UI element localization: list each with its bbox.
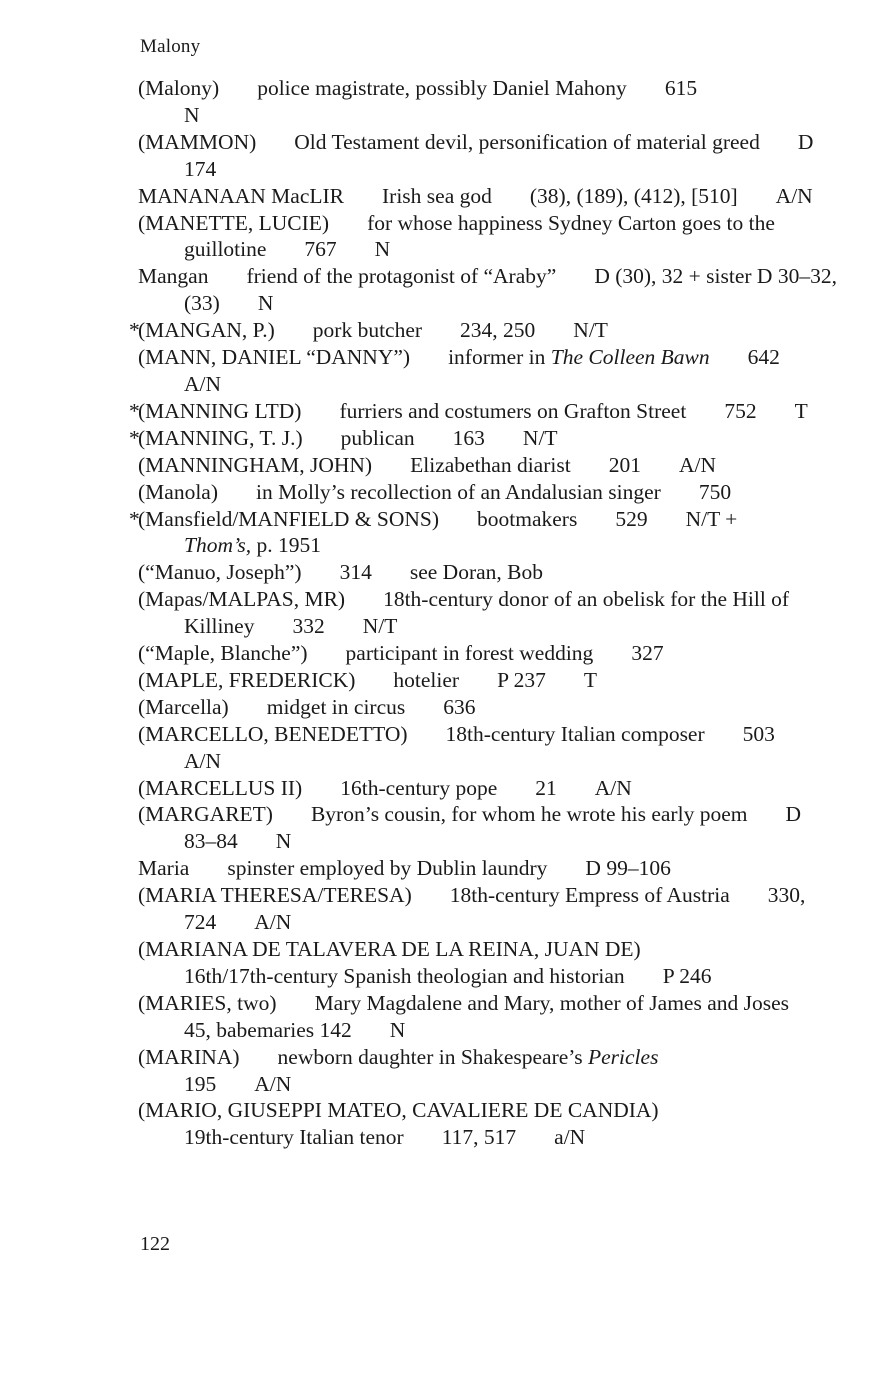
entry-code: N/T — [362, 614, 398, 639]
index-entry — [138, 855, 838, 882]
entry-headword: (MARGARET) — [138, 802, 273, 827]
entry-title-italic: The Colleen Bawn — [550, 345, 710, 370]
entry-headword: (Marcella) — [138, 694, 229, 719]
entry-references: 327 — [631, 641, 664, 666]
entry-headword: MANANAAN MacLIR — [138, 183, 345, 208]
entry-code: N/T — [522, 425, 558, 450]
entry-source-italic: Thom’s, — [184, 533, 252, 558]
entry-references: 45, babemaries 142 — [184, 1017, 352, 1042]
entry-headword: (Malony) — [138, 76, 220, 100]
index-entry — [138, 210, 838, 264]
entry-code: A/N — [775, 183, 813, 208]
entry-headword: (MANNING LTD) — [138, 398, 302, 423]
entry-headword: Maria — [138, 856, 190, 881]
entry-code: A/N — [594, 775, 632, 800]
index-entry — [129, 506, 838, 560]
entry-references: P 237 — [497, 667, 546, 692]
entry-description: Elizabethan diarist — [410, 452, 571, 477]
entry-headword: (MANGAN, P.) — [138, 318, 275, 343]
index-entry — [129, 398, 838, 425]
entry-description: Byron’s cousin, for whom he wrote his early poem — [310, 802, 748, 827]
entry-description: hotelier — [393, 667, 460, 692]
entry-headword: (MARINA) — [138, 1044, 240, 1069]
entry-code: T — [583, 667, 598, 692]
asterisk-marker: * — [129, 398, 140, 423]
index-entry — [138, 263, 838, 317]
entry-headword: (MARIO, GIUSEPPI MATEO, CAVALIERE DE CANDIA) — [138, 1098, 659, 1123]
entry-code: A/N — [678, 452, 716, 477]
entry-code: a/N — [554, 1125, 586, 1150]
index-entry — [138, 129, 838, 183]
entry-references: (38), (189), (412), [510] — [529, 183, 738, 208]
entry-headword: (Mansfield/MANFIELD & SONS) — [138, 506, 439, 531]
page-number: 122 — [140, 1233, 170, 1255]
running-head: Malony — [140, 36, 201, 57]
index-entry — [138, 1044, 838, 1098]
index-entry — [138, 721, 838, 775]
entry-headword: (Manola) — [138, 479, 218, 504]
entry-references: 234, 250 — [460, 318, 536, 343]
entry-references: 767 — [304, 237, 337, 262]
index-entry — [129, 317, 838, 344]
entry-description: friend of the protagonist of “Araby” — [246, 264, 557, 289]
entry-references: 503 — [742, 721, 775, 746]
entry-references: 615 — [664, 76, 698, 100]
entry-code: N — [389, 1017, 406, 1042]
entry-code: T — [794, 398, 808, 423]
index-entry — [138, 936, 838, 990]
entry-references: 636 — [443, 694, 476, 719]
entry-references: 750 — [698, 479, 732, 504]
entry-references: D 83–84 — [184, 802, 801, 854]
entry-description: 16th-century pope — [340, 775, 498, 800]
index-entries — [129, 75, 838, 1151]
entry-references: 752 — [724, 398, 757, 423]
entry-code: A/N — [254, 910, 292, 935]
entry-references: 163 — [452, 425, 485, 450]
index-entry — [138, 694, 838, 721]
entry-description: 16th/17th-century Spanish theologian and historian — [184, 963, 625, 988]
index-entry — [138, 559, 838, 586]
entry-code: N — [184, 102, 200, 127]
entry-description: police magistrate, possibly Daniel Mahony — [257, 76, 627, 100]
entry-description: publican — [340, 425, 415, 450]
entry-references: 117, 517 — [441, 1125, 517, 1150]
entry-description: Mary Magdalene and Mary, mother of James and Joses — [314, 990, 790, 1015]
entry-headword: (MARIES, two) — [138, 990, 277, 1015]
entry-references: 314 — [339, 560, 372, 585]
index-entry — [138, 640, 838, 667]
entry-code: N/T + — [685, 506, 738, 531]
entry-code: N — [275, 829, 292, 854]
entry-headword: (MARCELLUS II) — [138, 775, 303, 800]
entry-headword: (MARIA THERESA/TERESA) — [138, 883, 412, 908]
index-entry — [138, 990, 838, 1044]
entry-description: bootmakers — [477, 506, 578, 531]
entry-headword: (“Maple, Blanche”) — [138, 641, 308, 666]
index-entry — [138, 667, 838, 694]
entry-code: N — [257, 291, 274, 316]
entry-references: 201 — [608, 452, 641, 477]
entry-headword: (MARIANA DE TALAVERA DE LA REINA, JUAN DE) — [138, 937, 641, 961]
entry-references: D 99–106 — [585, 856, 671, 881]
asterisk-marker: * — [129, 425, 140, 450]
index-entry — [138, 775, 838, 802]
entry-headword: (MANNINGHAM, JOHN) — [138, 452, 373, 477]
entry-description: midget in circus — [266, 694, 406, 719]
entry-references: D 174 — [184, 129, 814, 181]
entry-description: spinster employed by Dublin laundry — [227, 856, 548, 881]
entry-headword: (MAPLE, FREDERICK) — [138, 667, 356, 692]
entry-description: in Molly’s recollection of an Andalusian singer — [256, 479, 661, 504]
entry-headword: (MANN, DANIEL “DANNY”) — [138, 345, 411, 370]
index-entry — [129, 425, 838, 452]
index-entry — [138, 801, 838, 855]
entry-references: D (30), 32 + sister D 30–32, (33) — [184, 264, 837, 316]
entry-cross-reference: see Doran, Bob — [409, 560, 543, 585]
entry-references: P 246 — [662, 963, 712, 988]
entry-code: N — [374, 237, 391, 262]
entry-description: informer in — [448, 345, 546, 370]
entry-references: 529 — [615, 506, 648, 531]
entry-code: A/N — [184, 748, 222, 773]
index-entry — [138, 882, 838, 936]
entry-code: A/N — [184, 371, 222, 396]
index-entry — [138, 183, 838, 210]
entry-headword: (Mapas/MALPAS, MR) — [138, 587, 346, 612]
entry-headword: (MARCELLO, BENEDETTO) — [138, 721, 408, 746]
entry-description: 18th-century Empress of Austria — [449, 883, 730, 908]
index-entry — [138, 479, 838, 506]
entry-description: pork butcher — [312, 318, 423, 343]
entry-references: 642 — [747, 345, 780, 370]
entry-references: 21 — [535, 775, 557, 800]
entry-references: 195 — [184, 1071, 217, 1096]
entry-code: N/T — [573, 318, 608, 343]
entry-description: Old Testament devil, personification of material greed — [294, 129, 760, 154]
index-entry — [138, 1097, 838, 1151]
index-entry — [138, 586, 838, 640]
entry-description: 18th-century donor of an obelisk for the Hill of Killiney — [184, 587, 790, 639]
index-entry — [138, 75, 838, 129]
entry-source-page: p. 1951 — [256, 533, 321, 558]
entry-description: for whose happiness Sydney Carton goes to the guillotine — [184, 210, 775, 262]
entry-headword: (MANETTE, LUCIE) — [138, 210, 330, 235]
entry-code: A/N — [254, 1071, 292, 1096]
asterisk-marker: * — [129, 506, 140, 531]
entry-title-italic: Pericles — [588, 1044, 659, 1069]
entry-description: 19th-century Italian tenor — [184, 1125, 404, 1150]
index-entry — [138, 452, 838, 479]
entry-headword: (“Manuo, Joseph”) — [138, 560, 302, 585]
entry-description: furriers and costumers on Grafton Street — [339, 398, 687, 423]
entry-headword: (MAMMON) — [138, 129, 257, 154]
entry-headword: (MANNING, T. J.) — [138, 425, 303, 450]
entry-references: 330, 724 — [184, 883, 806, 935]
entry-description: 18th-century Italian composer — [445, 721, 705, 746]
entry-references: 332 — [292, 614, 325, 639]
asterisk-marker: * — [129, 318, 140, 343]
entry-description: newborn daughter in Shakespeare’s — [277, 1044, 583, 1069]
entry-headword: Mangan — [138, 264, 209, 289]
entry-description: participant in forest wedding — [345, 641, 594, 666]
index-entry — [138, 344, 838, 398]
entry-description: Irish sea god — [382, 183, 492, 208]
